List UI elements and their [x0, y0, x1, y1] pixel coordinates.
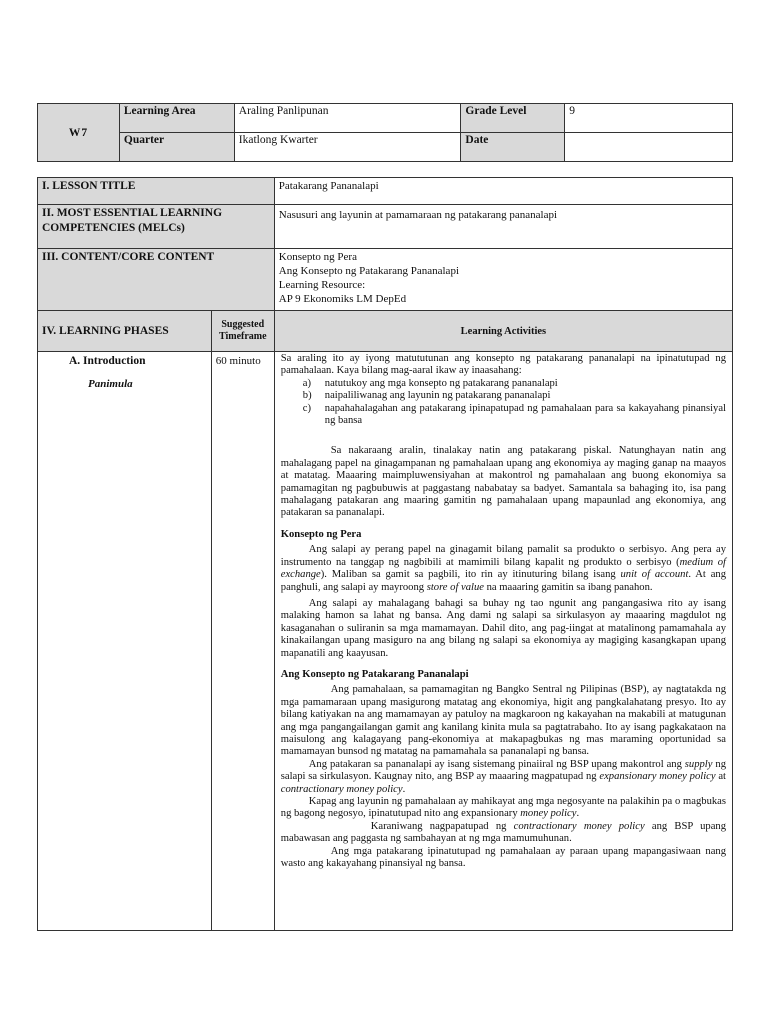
activities-cell — [274, 352, 732, 931]
timeframe-label: Suggested Timeframe — [211, 311, 274, 352]
date-value — [565, 133, 733, 162]
text-run: . — [402, 783, 406, 795]
text-run: ang BSP upang mabawasan ang paggasta ng sambahayan at ng mga mamumuhunan. — [280, 820, 726, 845]
activities-label: Learning Activities — [274, 311, 732, 352]
patakaran-paragraph-1: Ang pamahalaan, sa pamamagitan ng Bangko Sentral ng Pilipinas (BSP), ay nagtatakda ng mga pamamaraan upang masigurong matatag ang ekonomiya, higit ang pangkalahatang presyo. Ito ay bilang katiyakan na ang mamamayan ay patuloy na magkaroon ng kakayahan na makabili at matugunan ang mga pangangailangan gamit ang kanilang kinita mula sa pagtatrabaho. Ito ay isang pagkakataon na maisulong ang kalagayang pang-ekonomiya at makapagbukas ng mas maraming oportunidad sa mamamayan bunsod ng matatag na pamamahala sa pananalapi ng bansa. — [280, 684, 726, 758]
learning-phases-label: IV. LEARNING PHASES — [38, 311, 212, 352]
list-marker: c) — [302, 402, 311, 414]
learning-area-label: Learning Area — [119, 104, 234, 133]
objectives-list — [303, 378, 726, 428]
activity-intro-paragraph: Sa araling ito ay iyong matututunan ang konsepto ng patakarang pananalapi na ipinatutupad ng pamahalaan. Kaya bilang mag-aaral ikaw ay inaasahang: — [280, 353, 726, 377]
quarter-value: Ikatlong Kwarter — [234, 133, 461, 162]
text-run: . — [576, 808, 580, 820]
recap-paragraph: Sa nakaraang aralin, tinalakay natin ang patakarang piskal. Natunghayan natin ang mahalagang papel na ginagampanan ng pamahalaan upang ang ekonomiya ay maging ganap na maayos at matatag. Maaaring maimpluwensiyahan at makontrol ng pamahalaan ang buong ekonomiya sa pamamagitan ng pagbubuwis at paggastang nababatay sa badyet. Samantala sa bahaging ito, isa pang mahalagang patakaran ang maaring gamitin ng pamahalaan upang mapaunlad ang ekonomiya, ang patakaran sa pananalapi. — [280, 445, 726, 519]
patakaran-paragraph-5: Ang mga patakarang ipinatutupad ng pamahalaan ay paraan upang mapangasiwaan nang wasto ang kakayahang pinansiyal ng bansa. — [280, 845, 726, 870]
content-value — [274, 249, 732, 311]
lesson-table — [37, 177, 733, 931]
patakaran-paragraph-2 — [281, 759, 726, 796]
content-label: III. CONTENT/CORE CONTENT — [38, 249, 275, 311]
content-line: AP 9 Ekonomiks LM DepEd — [278, 293, 407, 305]
section-heading-patakaran: Ang Konsepto ng Patakarang Pananalapi — [280, 668, 469, 680]
lesson-title-label: I. LESSON TITLE — [38, 178, 275, 205]
introduction-time: 60 minuto — [211, 352, 274, 931]
text-run: Ang patakaran sa pananalapi ay isang sistemang pinaiiral ng BSP upang makontrol ang — [308, 758, 685, 770]
pera-paragraph-1 — [281, 544, 726, 594]
list-text: naipaliliwanag ang layunin ng patakarang pananalapi — [324, 390, 551, 402]
introduction-cell — [38, 352, 212, 931]
text-run: Karaniwang nagpapatupad ng — [370, 820, 514, 832]
text-run: na maaaring gamitin sa ibang panahon. — [483, 581, 653, 593]
text-run-italic: money policy — [520, 808, 577, 820]
list-item — [303, 378, 726, 390]
list-item — [303, 390, 726, 402]
date-label: Date — [461, 133, 565, 162]
text-run-italic: store of value — [426, 581, 484, 593]
patakaran-paragraph-4 — [281, 821, 726, 846]
list-marker: b) — [302, 390, 312, 402]
text-run: ng salapi sa sirkulasyon. Kaugnay nito, ang BSP ay maaaring magpatupad ng — [280, 758, 726, 783]
content-line: Learning Resource: — [278, 279, 366, 291]
text-run: Kapag ang layunin ng pamahalaan ay mahikayat ang mga negosyante na palakihin pa o magbukas ng bagong negosyo, ipinatutupad nito ang expansionary — [280, 796, 726, 820]
list-item — [303, 403, 726, 428]
lesson-title-value: Patakarang Pananalapi — [274, 178, 732, 205]
text-run-italic: contractionary money policy — [280, 783, 403, 795]
section-heading-pera: Konsepto ng Pera — [280, 528, 362, 540]
learning-area-value: Araling Panlipunan — [234, 104, 461, 133]
list-text: natutukoy ang mga konsepto ng patakarang pananalapi — [324, 377, 558, 389]
patakaran-paragraph-3 — [281, 796, 726, 821]
text-run: at — [715, 771, 726, 783]
melc-value: Nasusuri ang layunin at pamamaraan ng patakarang pananalapi — [274, 205, 732, 249]
text-run-italic: unit of account — [620, 569, 689, 581]
melc-label-text — [42, 206, 270, 236]
text-run: . At ang panghuli, ang salapi ay mayroong — [280, 569, 726, 593]
melc-label — [38, 205, 275, 249]
text-run-italic: expansionary money policy — [599, 771, 716, 783]
grade-level-label: Grade Level — [461, 104, 565, 133]
header-table — [37, 103, 733, 162]
introduction-sub: Panimula — [88, 378, 133, 390]
content-line: Konsepto ng Pera — [278, 251, 357, 263]
introduction-label: A. Introduction — [69, 355, 146, 367]
text-run-italic: supply — [684, 758, 713, 770]
content-line: Ang Konsepto ng Patakarang Pananalapi — [278, 265, 459, 277]
text-run-italic: medium of exchange — [280, 556, 726, 581]
text-run: Ang salapi ay perang papel na ginagamit bilang pamalit sa produkto o serbisyo. Ang pera ay instrumento na tanggap ng nagbibili at mamimili bilang kapalit ng produkto o serbisyo ( — [280, 544, 726, 568]
text-run: ). Maliban sa gamit sa pagbili, ito rin ay itinuturing bilang isang — [320, 569, 621, 581]
list-text: napahahalagahan ang patakarang ipinapatupad ng pamahalaan para sa kakayahang pinansiyal ng bansa — [324, 402, 726, 427]
melc-label-span: II. MOST ESSENTIAL LEARNING COMPETENCIES (MELCs) — [42, 207, 223, 234]
grade-level-value: 9 — [565, 104, 733, 133]
week-badge: W7 — [38, 104, 120, 162]
pera-paragraph-2: Ang salapi ay mahalagang bahagi sa buhay ng tao ngunit ang pangangasiwa rito ay isang malaking hamon sa lahat ng bansa. Ang dami ng salapi sa sirkulasyon ay maaaring magdulot ng kasaganahan o suliranin sa mga mamamayan. Dahil dito, ang pag-iingat at matalinong pamamahala ay kinakailangan upang masiguro na ang bilang ng salapi sa ekonomiya ay magiging kasangkapan upang mapanatili ang kaayusan. — [280, 597, 726, 659]
text-run-italic: contractionary money policy — [513, 820, 645, 832]
quarter-label: Quarter — [119, 133, 234, 162]
list-marker: a) — [302, 377, 311, 389]
